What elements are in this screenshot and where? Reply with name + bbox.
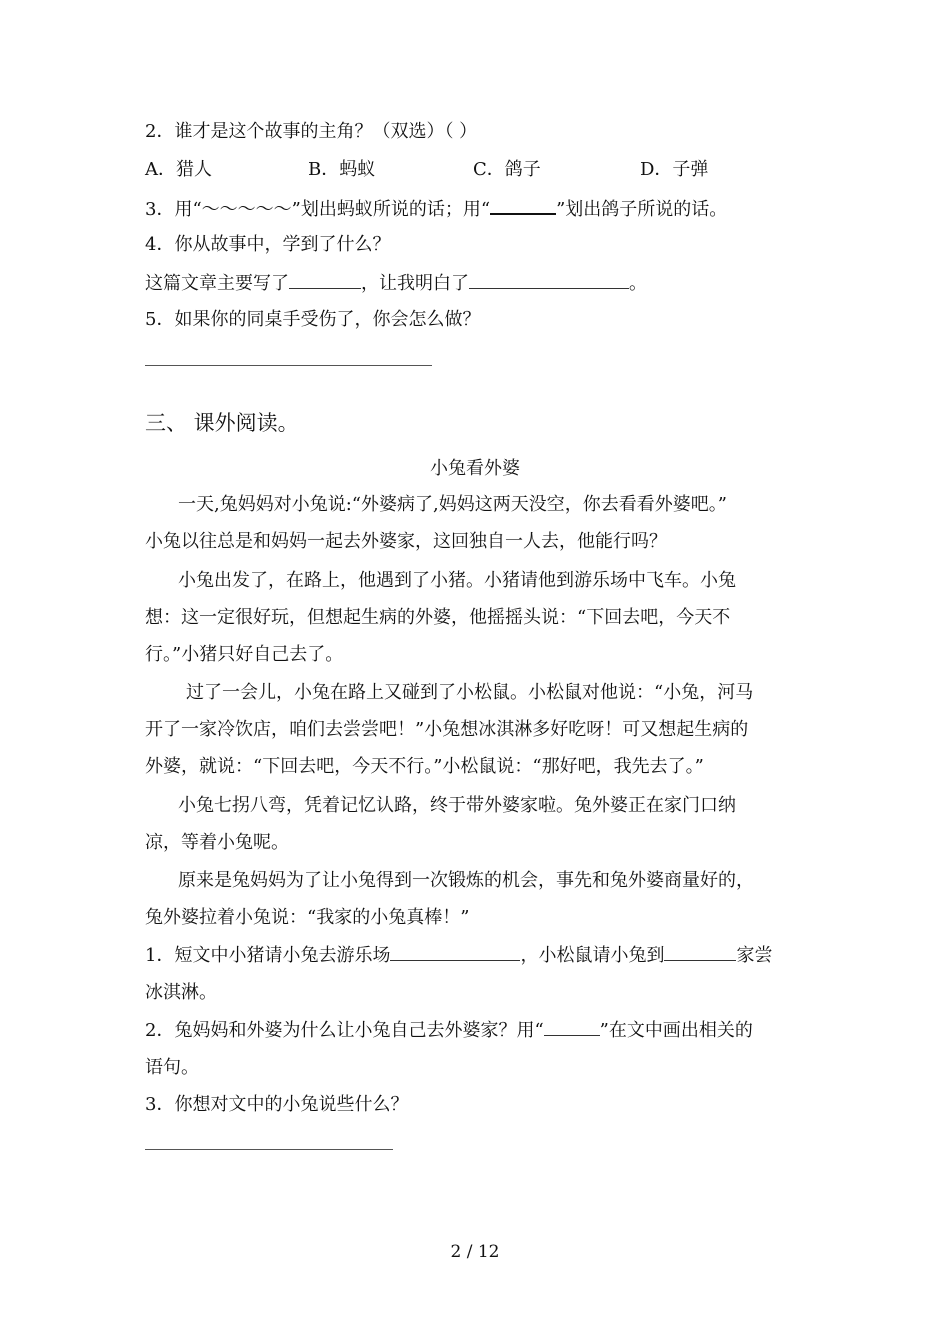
reading-question-2 bbox=[145, 1017, 753, 1044]
story-line: 凉，等着小兔呢。 bbox=[145, 832, 289, 853]
answer-line-q5[interactable] bbox=[145, 365, 432, 366]
underline-mark bbox=[544, 1017, 600, 1036]
option-d: D．子弹 bbox=[640, 159, 709, 180]
story-line: 想：这一定很好玩，但想起生病的外婆，他摇摇头说：“下回去吧，今天不 bbox=[145, 607, 731, 628]
rq1-text-a: 1．短文中小猪请小兔去游乐场 bbox=[145, 945, 391, 966]
rq2-text-b: ”在文中画出相关的 bbox=[599, 1020, 753, 1041]
blank-ride[interactable] bbox=[390, 942, 520, 961]
reading-question-2-cont: 语句。 bbox=[145, 1057, 199, 1078]
blank-topic[interactable] bbox=[289, 270, 361, 289]
story-line: 外婆，就说：“下回去吧，今天不行。”小松鼠说：“那好吧，我先去了。” bbox=[145, 756, 704, 777]
story-line: 一天,兔妈妈对小兔说:“外婆病了,妈妈这两天没空，你去看看外婆吧。” bbox=[178, 494, 727, 515]
question-3 bbox=[145, 195, 727, 223]
question-3-text-after: ”划出鸽子所说的话。 bbox=[556, 199, 728, 220]
question-5: 5．如果你的同桌手受伤了，你会怎么做？ bbox=[145, 309, 481, 330]
story-line: 小兔以往总是和妈妈一起去外婆家，这回独自一人去，他能行吗？ bbox=[145, 531, 667, 552]
reading-question-3: 3．你想对文中的小兔说些什么？ bbox=[145, 1094, 409, 1115]
answer-line-rq3[interactable] bbox=[145, 1149, 393, 1150]
option-b: B．蚂蚁 bbox=[308, 159, 376, 180]
story-line: 过了一会儿，小兔在路上又碰到了小松鼠。小松鼠对他说：“小兔，河马 bbox=[186, 682, 754, 703]
question-4: 4．你从故事中，学到了什么？ bbox=[145, 234, 391, 255]
story-line: 小兔七拐八弯，凭着记忆认路，终于带外婆家啦。兔外婆正在家门口纳 bbox=[178, 795, 736, 816]
section-heading: 三、 课外阅读。 bbox=[145, 411, 299, 435]
question-4-fill bbox=[145, 270, 647, 297]
blank-shop[interactable] bbox=[664, 942, 736, 961]
page-number: 2 / 12 bbox=[450, 1242, 500, 1262]
fill-text-c: 。 bbox=[629, 273, 647, 294]
story-line: 小兔出发了，在路上，他遇到了小猪。小猪请他到游乐场中飞车。小兔 bbox=[178, 570, 736, 591]
fill-text-b: ，让我明白了 bbox=[361, 273, 469, 294]
question-3-text-before: 3．用“～～～～～”划出蚂蚁所说的话；用“ bbox=[145, 199, 491, 220]
rq1-text-c: 家尝 bbox=[736, 945, 773, 966]
story-title: 小兔看外婆 bbox=[430, 458, 520, 479]
rq2-text-a: 2．兔妈妈和外婆为什么让小兔自己去外婆家？用“ bbox=[145, 1020, 544, 1041]
story-line: 原来是兔妈妈为了让小兔得到一次锻炼的机会，事先和兔外婆商量好的， bbox=[178, 870, 754, 891]
question-2: 2．谁才是这个故事的主角？（双选）（ ） bbox=[145, 121, 478, 142]
story-line: 开了一家冷饮店，咱们去尝尝吧！”小兔想冰淇淋多好吃呀！可又想起生病的 bbox=[145, 719, 749, 740]
story-line: 行。”小猪只好自己去了。 bbox=[145, 644, 344, 665]
fill-text-a: 这篇文章主要写了 bbox=[145, 273, 289, 294]
reading-question-1-cont: 冰淇淋。 bbox=[145, 982, 217, 1003]
option-c: C．鸽子 bbox=[473, 159, 541, 180]
underline-sample bbox=[490, 195, 556, 215]
reading-question-1 bbox=[145, 942, 772, 969]
blank-lesson[interactable] bbox=[469, 270, 629, 289]
option-a: A．猎人 bbox=[145, 159, 212, 180]
rq1-text-b: ，小松鼠请小兔到 bbox=[520, 945, 665, 966]
story-line: 兔外婆拉着小兔说：“我家的小兔真棒！” bbox=[145, 907, 470, 928]
